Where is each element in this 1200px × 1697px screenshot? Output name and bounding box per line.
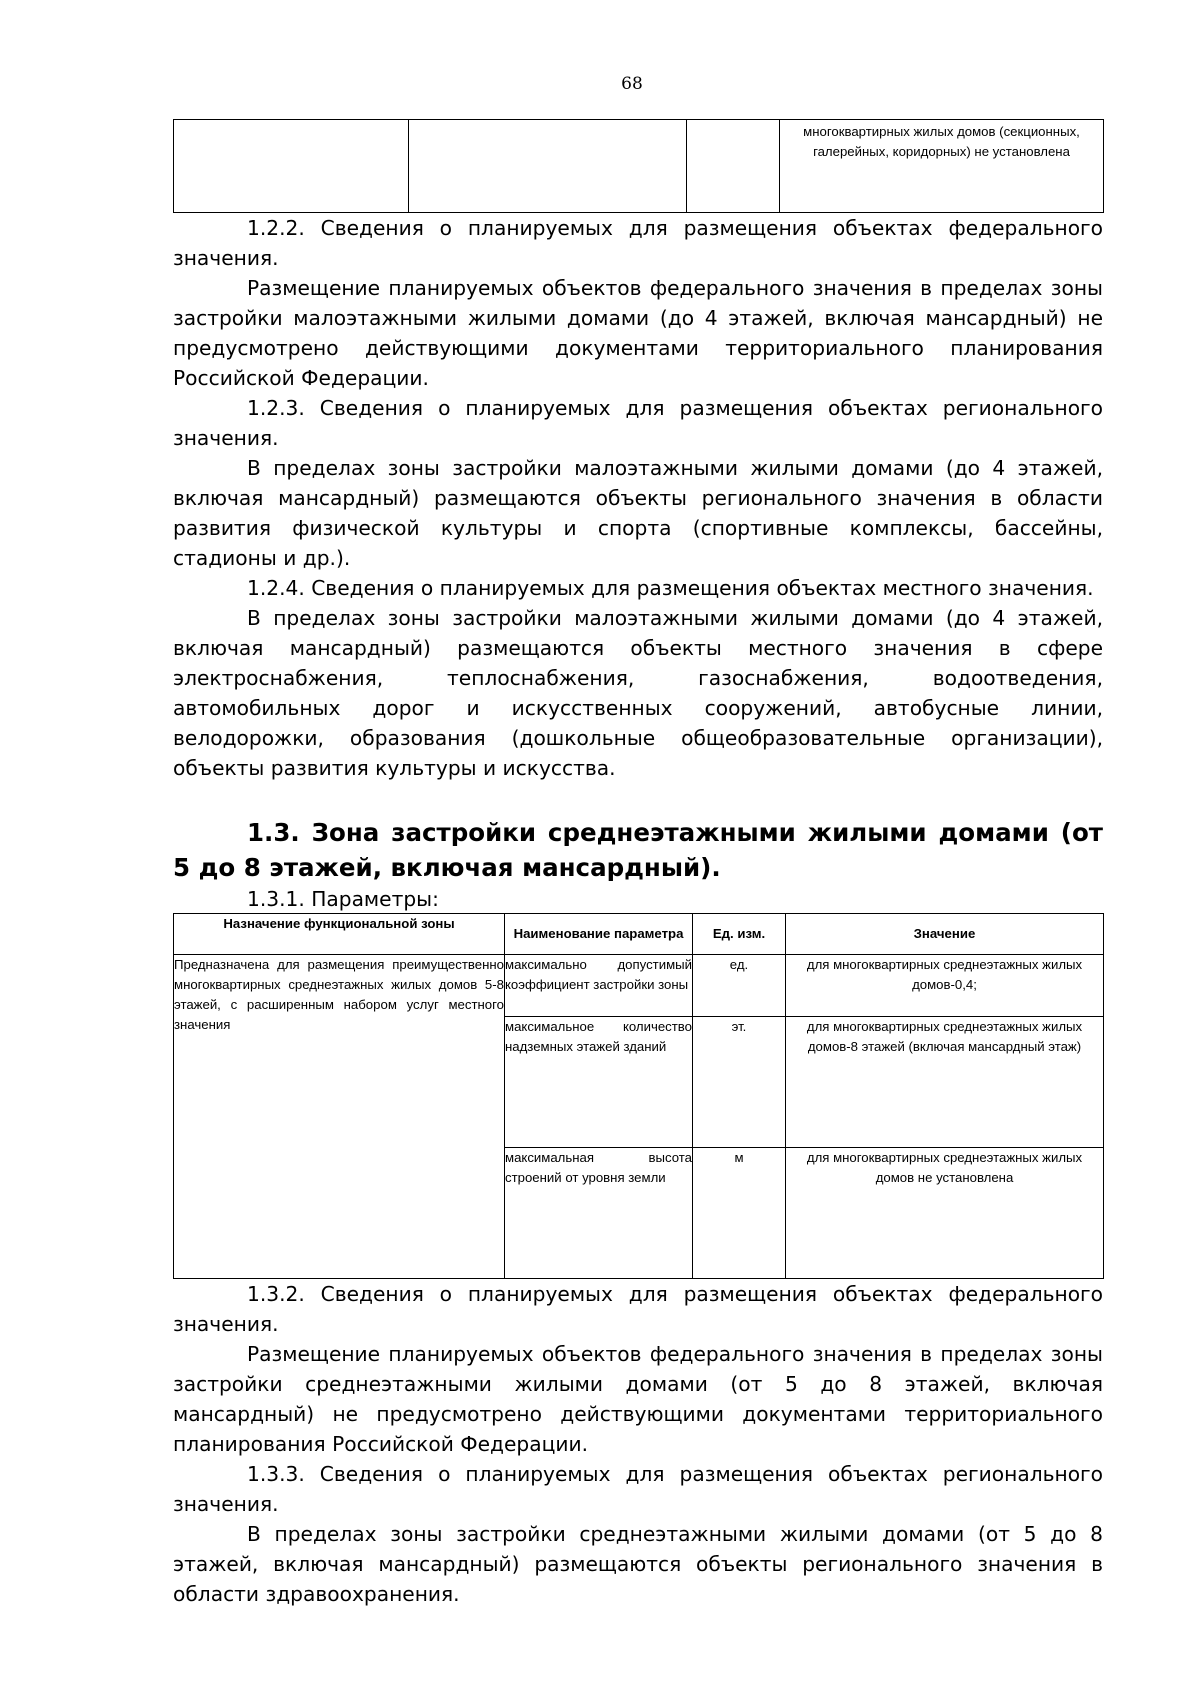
paragraph-local-1-2: В пределах зоны застройки малоэтажными жилыми домами (до 4 этажей, включая мансардный) размещаются объекты местного значения в сфере электроснабжения, теплоснабжения, газоснабжения, водоотведения, автомобильных дорог и искусственных сооружений, автобусные линии, велодорожки, образования (дошкольные общеобразовательные организации), объекты развития культуры и искусства. [173,606,1103,780]
column-header-unit: Ед. изм. [693,914,786,955]
paragraph-regional-1-2: В пределах зоны застройки малоэтажными жилыми домами (до 4 этажей, включая мансардный) размещаются объекты регионального значения в области развития физической культуры и спорта (спортивные комплексы, бассейны, стадионы и др.). [173,456,1103,570]
table-cell-empty [174,120,409,213]
paragraph-federal-1-2: Размещение планируемых объектов федерального значения в пределах зоны застройки малоэтажными жилыми домами (до 4 этажей, включая мансардный) не предусмотрено действующими документами территориального планирования Российской Федерации. [173,276,1103,390]
paragraph-1-2-4: 1.2.4. Сведения о планируемых для размещения объектах местного значения. [247,576,1094,600]
section-heading-1-3: 1.3. Зона застройки среднеэтажными жилыми домами (от 5 до 8 этажей, включая мансардный). [173,818,1103,882]
continuation-table [173,119,1104,213]
unit-cell: эт. [693,1016,786,1147]
value-cell: для многоквартирных среднеэтажных жилых домов не установлена [786,1147,1104,1278]
parameter-cell: максимально допустимый коэффициент застройки зоны [505,955,693,1017]
section-1-2-text [173,213,1103,783]
paragraph-1-3-3: 1.3.3. Сведения о планируемых для размещения объектах регионального значения. [173,1462,1103,1516]
paragraph-1-2-2: 1.2.2. Сведения о планируемых для размещения объектах федерального значения. [173,216,1103,270]
table-cell-empty [687,120,780,213]
parameter-cell: максимальная высота строений от уровня земли [505,1147,693,1278]
unit-cell: м [693,1147,786,1278]
table-cell-empty [409,120,687,213]
unit-cell: ед. [693,955,786,1017]
parameter-cell: максимальное количество надземных этажей зданий [505,1016,693,1147]
column-header-parameter: Наименование параметра [505,914,693,955]
value-cell: для многоквартирных среднеэтажных жилых домов-8 этажей (включая мансардный этаж) [786,1016,1104,1147]
table-row [174,955,1104,1017]
column-header-zone-purpose: Назначение функциональной зоны [174,914,505,955]
paragraph-1-2-3: 1.2.3. Сведения о планируемых для размещения объектах регионального значения. [173,396,1103,450]
paragraph-1-3-2: 1.3.2. Сведения о планируемых для размещения объектах федерального значения. [173,1282,1103,1336]
zone-purpose-cell: Предназначена для размещения преимущественно многоквартирных среднеэтажных жилых домов 5-8 этажей, с расширенным набором услуг местного значения [174,955,505,1279]
section-1-3-text [173,1279,1103,1609]
table-cell-value: многоквартирных жилых домов (секционных, галерейных, коридорных) не установлена [780,120,1104,213]
value-cell: для многоквартирных среднеэтажных жилых домов-0,4; [786,955,1104,1017]
page-number: 68 [621,74,643,94]
parameters-table [173,913,1104,1279]
table-header-row [174,914,1104,955]
paragraph-regional-1-3: В пределах зоны застройки среднеэтажными жилыми домами (от 5 до 8 этажей, включая мансардный) размещаются объекты регионального значения в области здравоохранения. [173,1522,1103,1606]
paragraph-federal-1-3: Размещение планируемых объектов федерального значения в пределах зоны застройки среднеэтажными жилыми домами (от 5 до 8 этажей, включая мансардный) не предусмотрено действующими документами территориального планирования Российской Федерации. [173,1342,1103,1456]
column-header-value: Значение [786,914,1104,955]
table-row [174,120,1104,213]
subheading-1-3-1: 1.3.1. Параметры: [247,887,439,911]
